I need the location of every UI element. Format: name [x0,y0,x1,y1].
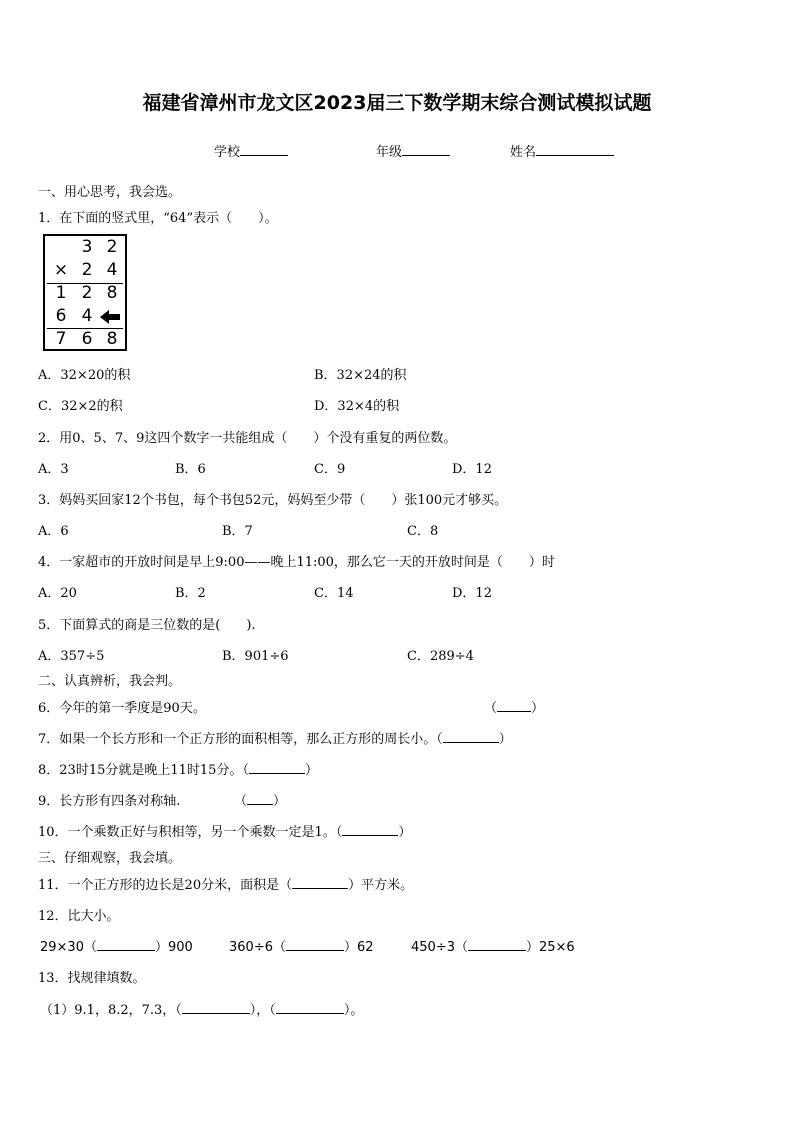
question-10-line [38,821,411,840]
vm-digit: 2 [81,260,93,280]
compare-left: 450÷3（ [411,940,468,955]
name-label: 姓名 [510,145,537,160]
paren-close: ） [531,701,545,716]
answer-blank[interactable] [97,936,155,951]
q1-option-b[interactable]: B．32×24的积 [314,368,407,383]
question-8-line [38,759,318,778]
question-4-text: 4．一家超市的开放时间是早上9:00——晚上11:00，那么它一天的开放时间是（ ）时 [38,555,555,570]
q3-option-b[interactable]: B．7 [222,524,253,539]
grade-label: 年级 [376,145,403,160]
q4-option-c[interactable]: C．14 [314,586,354,601]
left-arrow-icon [100,309,122,329]
school-label: 学校 [214,145,241,160]
q5-option-c[interactable]: C．289÷4 [407,649,474,664]
q2-option-a[interactable]: A．3 [38,462,69,477]
answer-blank[interactable] [468,936,526,951]
vm-digit: 6 [81,329,93,349]
q1-option-a[interactable]: A．32×20的积 [38,368,131,383]
question-11-suffix: ）平方米。 [348,878,414,893]
answer-blank[interactable] [443,728,499,743]
answer-blank[interactable] [286,936,344,951]
answer-blank[interactable] [276,999,344,1014]
school-field[interactable] [214,141,288,160]
section-3-heading: 三、仔细观察，我会填。 [38,851,182,866]
q5-option-a[interactable]: A．357÷5 [38,649,105,664]
q6-answer[interactable] [484,697,544,716]
question-11-line [38,874,413,893]
section-2-heading: 二、认真辨析，我会判。 [38,674,182,689]
compare-item [229,936,374,955]
question-11-text: 11．一个正方形的边长是20分米，面积是（ [38,878,293,893]
question-7-text: 7．如果一个长方形和一个正方形的面积相等，那么正方形的周长小。（ [38,732,443,747]
vm-digit: 3 [81,237,93,257]
question-3-text: 3．妈妈买回家12个书包，每个书包52元，妈妈至少带（ ）张100元才够买。 [38,493,508,508]
question-10-text: 10．一个乘数正好与积相等，另一个乘数一定是1。（ [38,825,343,840]
vm-digit: 4 [106,260,118,280]
q4-option-a[interactable]: A．20 [38,586,77,601]
vm-digit: 8 [106,329,118,349]
vm-digit: 2 [81,283,93,303]
vm-digit: 2 [106,237,118,257]
q2-option-b[interactable]: B．6 [175,462,206,477]
compare-right: ）62 [343,940,374,955]
answer-blank[interactable] [497,697,531,712]
q4-option-d[interactable]: D．12 [452,586,492,601]
q2-option-c[interactable]: C．9 [314,462,346,477]
compare-left: 29×30（ [40,940,97,955]
q4-option-b[interactable]: B．2 [175,586,206,601]
question-13-sub-1 [40,999,363,1018]
paren-close: ） [398,825,412,840]
vm-digit: 1 [55,283,67,303]
name-field[interactable] [510,141,614,160]
sequence-end: ）。 [343,1003,364,1018]
question-1-text: 1．在下面的竖式里，“64”表示（ ）。 [38,211,278,226]
sequence-text: （1）9.1，8.2，7.3，（ [40,1003,182,1018]
answer-blank[interactable] [342,821,398,836]
paren-close: ） [498,732,512,747]
compare-right: ）900 [154,940,193,955]
vm-digit: 4 [81,306,93,326]
vertical-multiplication [43,234,127,351]
vm-digit: 8 [106,283,118,303]
sequence-sep: ），（ [249,1003,276,1018]
vm-times-sign: × [53,260,69,280]
q2-option-d[interactable]: D．12 [452,462,492,477]
answer-blank[interactable] [182,999,250,1014]
vm-digit: 6 [55,306,67,326]
paren-close: ） [304,763,318,778]
q9-answer[interactable] [234,790,286,809]
school-blank[interactable] [240,141,288,156]
compare-item [40,936,193,955]
answer-blank[interactable] [249,759,305,774]
question-7-line [38,728,512,747]
paren-open: （ [234,794,248,809]
vm-digit: 7 [55,329,67,349]
compare-left: 360÷6（ [229,940,286,955]
question-5-text: 5．下面算式的商是三位数的是( ). [38,618,256,633]
compare-item [411,936,575,955]
q1-option-d[interactable]: D．32×4的积 [314,399,400,414]
question-6-text: 6．今年的第一季度是90天。 [38,701,206,716]
question-2-text: 2．用0、5、7、9这四个数字一共能组成（ ）个没有重复的两位数。 [38,431,457,446]
answer-blank[interactable] [247,790,273,805]
q1-option-c[interactable]: C．32×2的积 [38,399,123,414]
question-8-text: 8．23时15分就是晚上11时15分。（ [38,763,249,778]
section-1-heading: 一、用心思考，我会选。 [38,185,182,200]
paren-open: （ [484,701,498,716]
q3-option-c[interactable]: C．8 [407,524,439,539]
question-9-text: 9．长方形有四条对称轴. [38,794,181,809]
grade-blank[interactable] [402,141,450,156]
q5-option-b[interactable]: B．901÷6 [222,649,289,664]
page-title: 福建省漳州市龙文区2023届三下数学期末综合测试模拟试题 [142,92,652,114]
question-13-text: 13．找规律填数。 [38,971,146,986]
paren-close: ） [273,794,287,809]
name-blank[interactable] [536,141,614,156]
answer-blank[interactable] [292,874,348,889]
q3-option-a[interactable]: A．6 [38,524,69,539]
compare-right: ）25×6 [525,940,575,955]
grade-field[interactable] [376,141,450,160]
question-12-text: 12．比大小。 [38,909,120,924]
